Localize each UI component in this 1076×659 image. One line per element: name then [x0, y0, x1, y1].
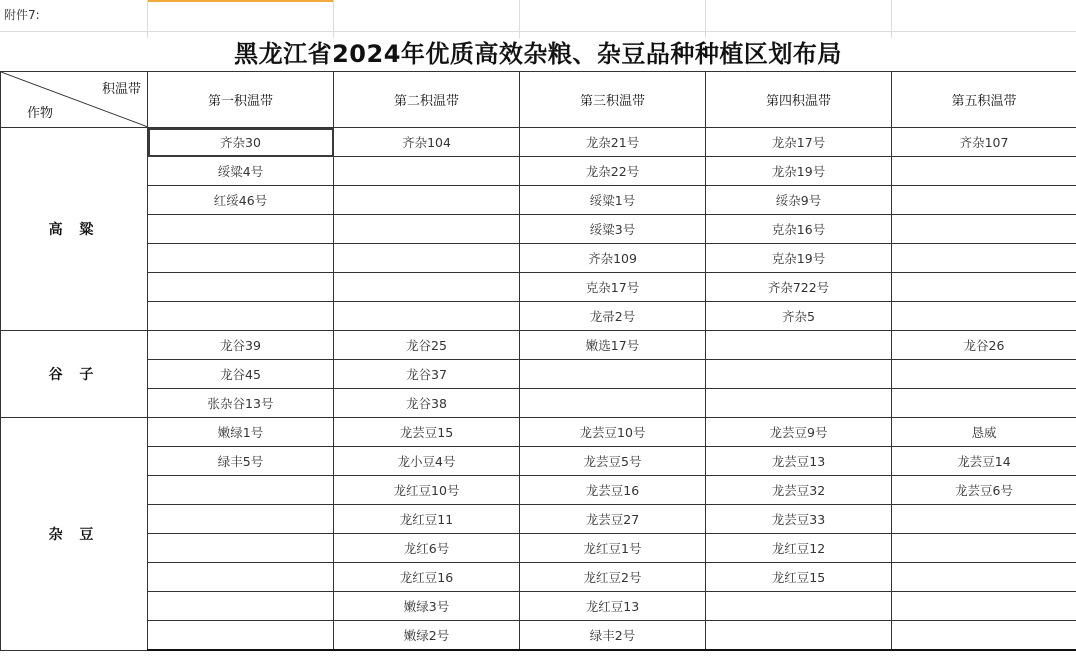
variety-cell[interactable]: 龙谷38	[334, 389, 520, 418]
zone-header-4[interactable]: 第四积温带	[706, 72, 892, 128]
variety-cell[interactable]: 红绥46号	[148, 186, 334, 215]
variety-cell[interactable]	[892, 534, 1076, 563]
variety-cell[interactable]	[892, 186, 1076, 215]
variety-cell[interactable]: 绥粱4号	[148, 157, 334, 186]
grid-line	[519, 0, 520, 38]
variety-cell[interactable]: 绥粱3号	[520, 215, 706, 244]
variety-cell[interactable]: 龙杂22号	[520, 157, 706, 186]
variety-cell[interactable]: 嫩绿3号	[334, 592, 520, 621]
variety-cell[interactable]: 龙红豆16	[334, 563, 520, 592]
table-row	[1, 360, 1076, 389]
variety-cell[interactable]: 龙芸豆16	[520, 476, 706, 505]
variety-cell[interactable]: 龙谷45	[148, 360, 334, 389]
table-row	[1, 157, 1076, 186]
variety-cell[interactable]: 龙红6号	[334, 534, 520, 563]
variety-cell[interactable]	[148, 215, 334, 244]
table-row	[1, 592, 1076, 621]
variety-cell[interactable]: 龙杂21号	[520, 128, 706, 157]
selected-column-indicator	[148, 0, 334, 2]
variety-cell[interactable]	[892, 360, 1076, 389]
variety-cell[interactable]	[148, 505, 334, 534]
variety-cell[interactable]: 嫩选17号	[520, 331, 706, 360]
table-row	[1, 418, 1076, 447]
variety-cell[interactable]: 龙帚2号	[520, 302, 706, 331]
grid-line	[891, 0, 892, 38]
variety-cell[interactable]: 绿丰5号	[148, 447, 334, 476]
variety-cell[interactable]: 龙红豆12	[706, 534, 892, 563]
variety-cell[interactable]	[148, 592, 334, 621]
crop-name-cell[interactable]: 杂 豆	[1, 418, 148, 651]
variety-cell[interactable]: 龙芸豆15	[334, 418, 520, 447]
table-row	[1, 621, 1076, 651]
variety-cell[interactable]	[892, 389, 1076, 418]
variety-cell[interactable]: 克杂19号	[706, 244, 892, 273]
variety-cell[interactable]	[334, 244, 520, 273]
variety-cell[interactable]	[148, 302, 334, 331]
variety-cell[interactable]: 龙红豆15	[706, 563, 892, 592]
variety-cell[interactable]	[148, 563, 334, 592]
variety-cell[interactable]: 龙红豆1号	[520, 534, 706, 563]
variety-cell[interactable]: 龙小豆4号	[334, 447, 520, 476]
variety-cell[interactable]: 齐杂5	[706, 302, 892, 331]
table-row	[1, 331, 1076, 360]
table-row	[1, 476, 1076, 505]
variety-cell[interactable]: 绿丰2号	[520, 621, 706, 651]
variety-cell[interactable]: 龙谷26	[892, 331, 1076, 360]
variety-cell[interactable]: 绥粱1号	[520, 186, 706, 215]
variety-cell[interactable]: 龙芸豆33	[706, 505, 892, 534]
variety-cell[interactable]: 绥杂9号	[706, 186, 892, 215]
table-row	[1, 273, 1076, 302]
table-row	[1, 534, 1076, 563]
table-row	[1, 128, 1076, 157]
variety-cell[interactable]	[334, 273, 520, 302]
variety-cell[interactable]	[892, 273, 1076, 302]
table-row	[1, 505, 1076, 534]
variety-cell[interactable]	[148, 476, 334, 505]
variety-cell[interactable]: 龙红豆11	[334, 505, 520, 534]
table-row	[1, 215, 1076, 244]
variety-cell[interactable]: 龙杂19号	[706, 157, 892, 186]
grid-line	[147, 0, 148, 38]
variety-cell[interactable]	[520, 360, 706, 389]
variety-cell[interactable]	[148, 621, 334, 651]
variety-cell[interactable]: 齐杂107	[892, 128, 1076, 157]
variety-cell[interactable]: 龙红豆2号	[520, 563, 706, 592]
variety-cell[interactable]	[892, 505, 1076, 534]
variety-cell[interactable]	[334, 157, 520, 186]
variety-cell[interactable]: 龙芸豆9号	[706, 418, 892, 447]
variety-cell[interactable]: 龙谷37	[334, 360, 520, 389]
variety-cell[interactable]	[706, 360, 892, 389]
variety-cell[interactable]	[706, 592, 892, 621]
variety-cell[interactable]	[892, 215, 1076, 244]
variety-cell[interactable]: 嫩绿2号	[334, 621, 520, 651]
zone-header-3[interactable]: 第三积温带	[520, 72, 706, 128]
crop-axis-label: 作物	[27, 106, 54, 121]
variety-cell[interactable]: 嫩绿1号	[148, 418, 334, 447]
variety-cell[interactable]	[892, 563, 1076, 592]
crop-name-cell[interactable]: 高 粱	[1, 128, 148, 331]
variety-cell[interactable]	[334, 302, 520, 331]
variety-cell[interactable]	[334, 215, 520, 244]
table-row	[1, 302, 1076, 331]
variety-cell[interactable]: 克杂16号	[706, 215, 892, 244]
attachment-label[interactable]: 附件7:	[4, 8, 40, 22]
variety-cell[interactable]	[892, 621, 1076, 651]
variety-cell[interactable]	[892, 592, 1076, 621]
variety-cell[interactable]: 龙芸豆6号	[892, 476, 1076, 505]
table-row	[1, 389, 1076, 418]
table-row	[1, 186, 1076, 215]
variety-cell[interactable]	[148, 534, 334, 563]
grid-line	[333, 0, 334, 38]
variety-cell[interactable]: 龙芸豆13	[706, 447, 892, 476]
variety-cell[interactable]: 龙芸豆14	[892, 447, 1076, 476]
variety-cell[interactable]	[148, 244, 334, 273]
zone-header-1[interactable]: 第一积温带	[148, 72, 334, 128]
page-title[interactable]: 黑龙江省2024年优质高效杂粮、杂豆品种种植区划布局	[234, 40, 842, 68]
table-row	[1, 447, 1076, 476]
variety-zoning-table	[0, 71, 1076, 651]
diagonal-header-cell[interactable]	[1, 72, 148, 128]
table-row	[1, 244, 1076, 273]
variety-cell[interactable]: 龙芸豆10号	[520, 418, 706, 447]
variety-cell[interactable]: 恳威	[892, 418, 1076, 447]
zone-header-2[interactable]: 第二积温带	[334, 72, 520, 128]
grid-line	[705, 0, 706, 38]
variety-cell[interactable]: 龙芸豆27	[520, 505, 706, 534]
variety-cell[interactable]	[148, 273, 334, 302]
variety-cell[interactable]: 龙芸豆32	[706, 476, 892, 505]
zone-axis-label: 积温带	[101, 82, 141, 97]
variety-cell[interactable]: 张杂谷13号	[148, 389, 334, 418]
variety-cell[interactable]	[892, 244, 1076, 273]
variety-cell[interactable]: 龙红豆13	[520, 592, 706, 621]
variety-cell[interactable]: 龙谷25	[334, 331, 520, 360]
grid-line	[0, 31, 1076, 32]
table-row	[1, 563, 1076, 592]
variety-cell[interactable]	[706, 621, 892, 651]
variety-cell[interactable]: 龙芸豆5号	[520, 447, 706, 476]
crop-name-cell[interactable]: 谷 子	[1, 331, 148, 418]
variety-cell[interactable]: 齐杂104	[334, 128, 520, 157]
variety-cell[interactable]	[892, 302, 1076, 331]
header-row	[1, 72, 1076, 128]
variety-cell[interactable]: 齐杂722号	[706, 273, 892, 302]
variety-cell[interactable]	[334, 186, 520, 215]
variety-cell[interactable]: 克杂17号	[520, 273, 706, 302]
variety-cell[interactable]: 齐杂30	[148, 128, 334, 157]
variety-cell[interactable]: 齐杂109	[520, 244, 706, 273]
variety-cell[interactable]	[706, 389, 892, 418]
variety-cell[interactable]	[706, 331, 892, 360]
variety-cell[interactable]: 龙谷39	[148, 331, 334, 360]
variety-cell[interactable]	[520, 389, 706, 418]
variety-cell[interactable]: 龙红豆10号	[334, 476, 520, 505]
zone-header-5[interactable]: 第五积温带	[892, 72, 1076, 128]
variety-cell[interactable]: 龙杂17号	[706, 128, 892, 157]
variety-cell[interactable]	[892, 157, 1076, 186]
